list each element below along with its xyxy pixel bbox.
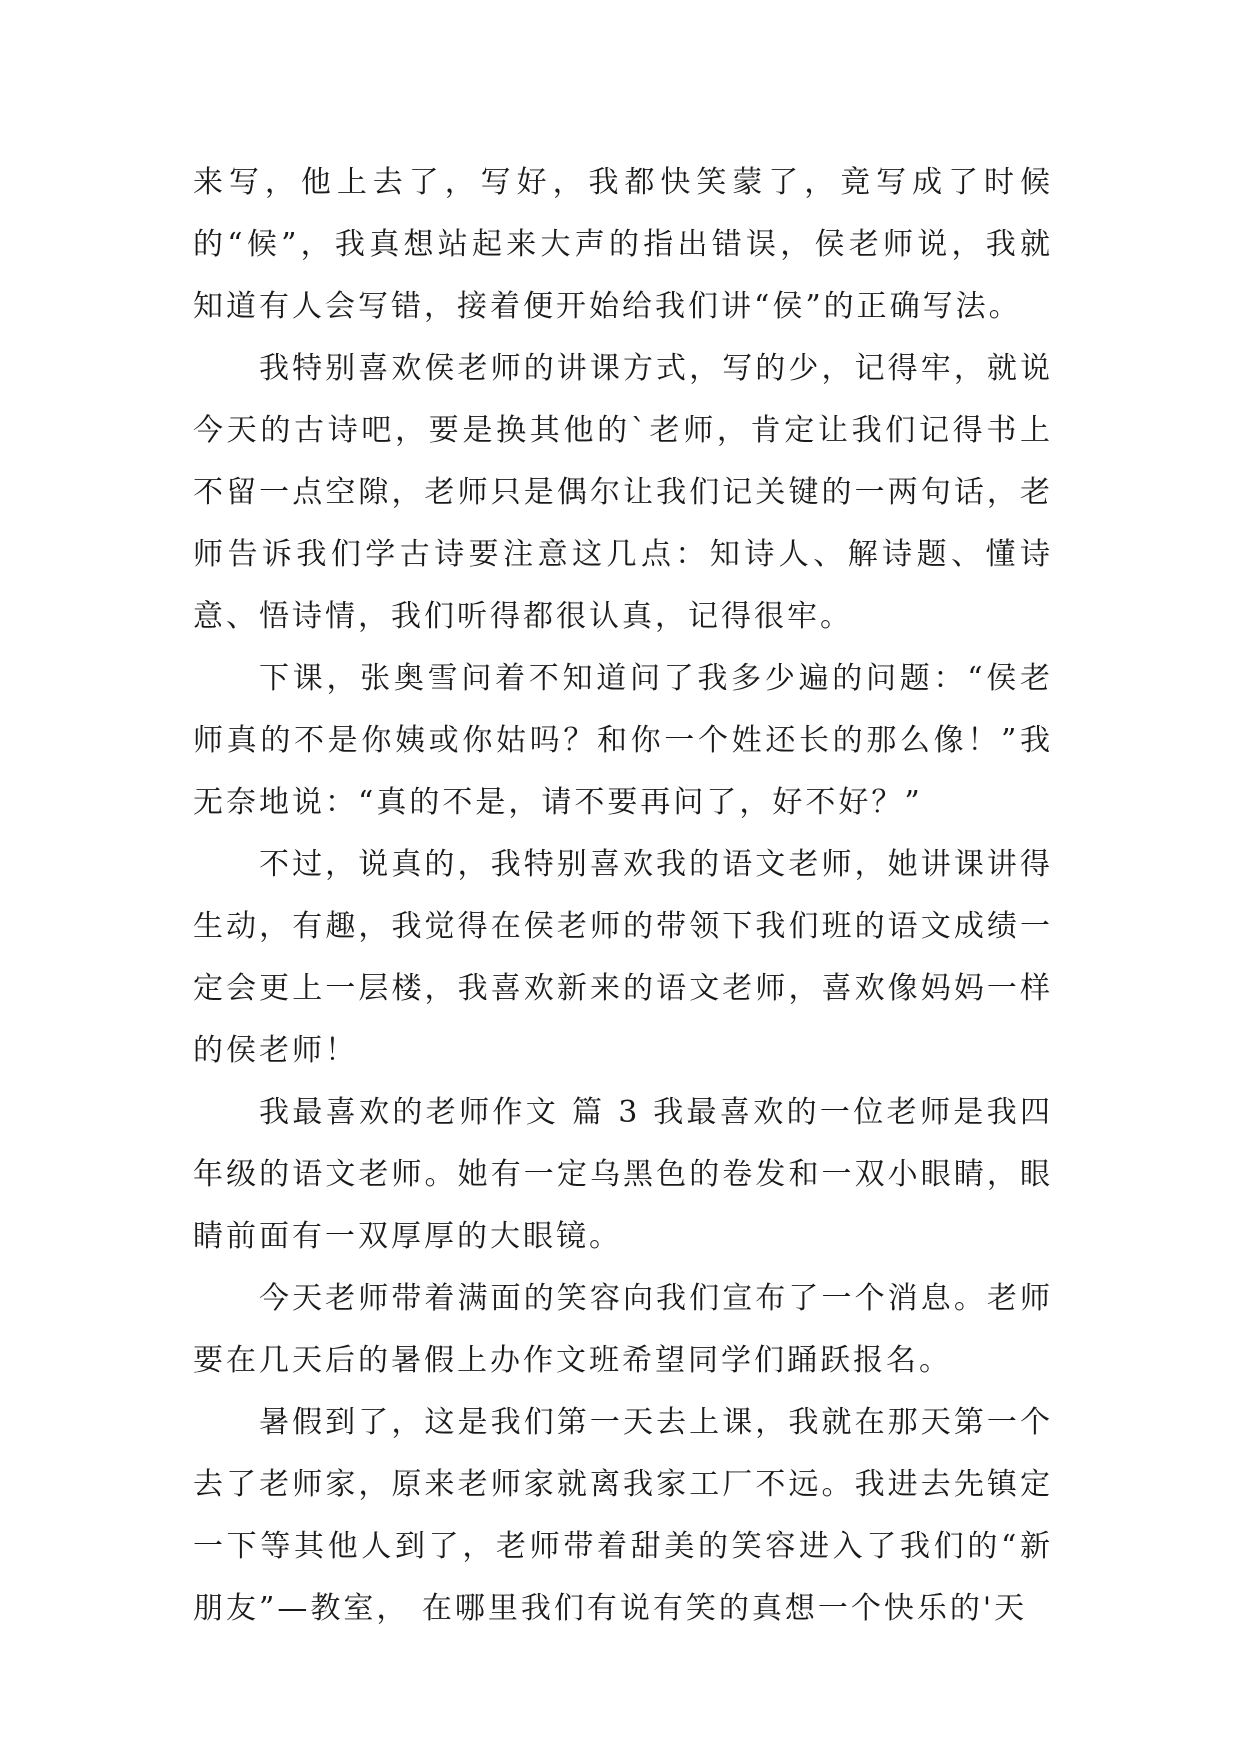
paragraph: 下课，张奥雪问着不知道问了我多少遍的问题：“侯老师真的不是你姨或你姑吗？和你一个姓还长的那么像！”我无奈地说：“真的不是，请不要再问了，好不好？” <box>193 661 1053 820</box>
paragraph: 不过，说真的，我特别喜欢我的语文老师，她讲课讲得生动，有趣，我觉得在侯老师的带领下我们班的语文成绩一定会更上一层楼，我喜欢新来的语文老师，喜欢像妈妈一样的侯老师！ <box>193 847 1053 1068</box>
paragraph: 我特别喜欢侯老师的讲课方式，写的少，记得牢，就说今天的古诗吧，要是换其他的`老师，肯定让我们记得书上不留一点空隙，老师只是偶尔让我们记关键的一两句话，老师告诉我们学古诗要注意这几点：知诗人、解诗题、懂诗意、悟诗情，我们听得都很认真，记得很牢。 <box>193 351 1053 634</box>
paragraph: 我最喜欢的老师作文 篇 3 我最喜欢的一位老师是我四年级的语文老师。她有一定乌黑色的卷发和一双小眼睛，眼睛前面有一双厚厚的大眼镜。 <box>193 1095 1053 1254</box>
paragraph: 来写，他上去了，写好，我都快笑蒙了，竟写成了时候的“候”，我真想站起来大声的指出错误，侯老师说，我就知道有人会写错，接着便开始给我们讲“侯”的正确写法。 <box>193 165 1053 324</box>
paragraph: 暑假到了，这是我们第一天去上课，我就在那天第一个去了老师家，原来老师家就离我家工厂不远。我进去先镇定一下等其他人到了，老师带着甜美的笑容进入了我们的“新朋友”—教室， 在哪里我们有说有笑的真想一个快乐的'天 <box>193 1405 1053 1626</box>
document-body <box>193 152 1053 1640</box>
paragraph: 今天老师带着满面的笑容向我们宣布了一个消息。老师要在几天后的暑假上办作文班希望同学们踊跃报名。 <box>193 1281 1053 1378</box>
